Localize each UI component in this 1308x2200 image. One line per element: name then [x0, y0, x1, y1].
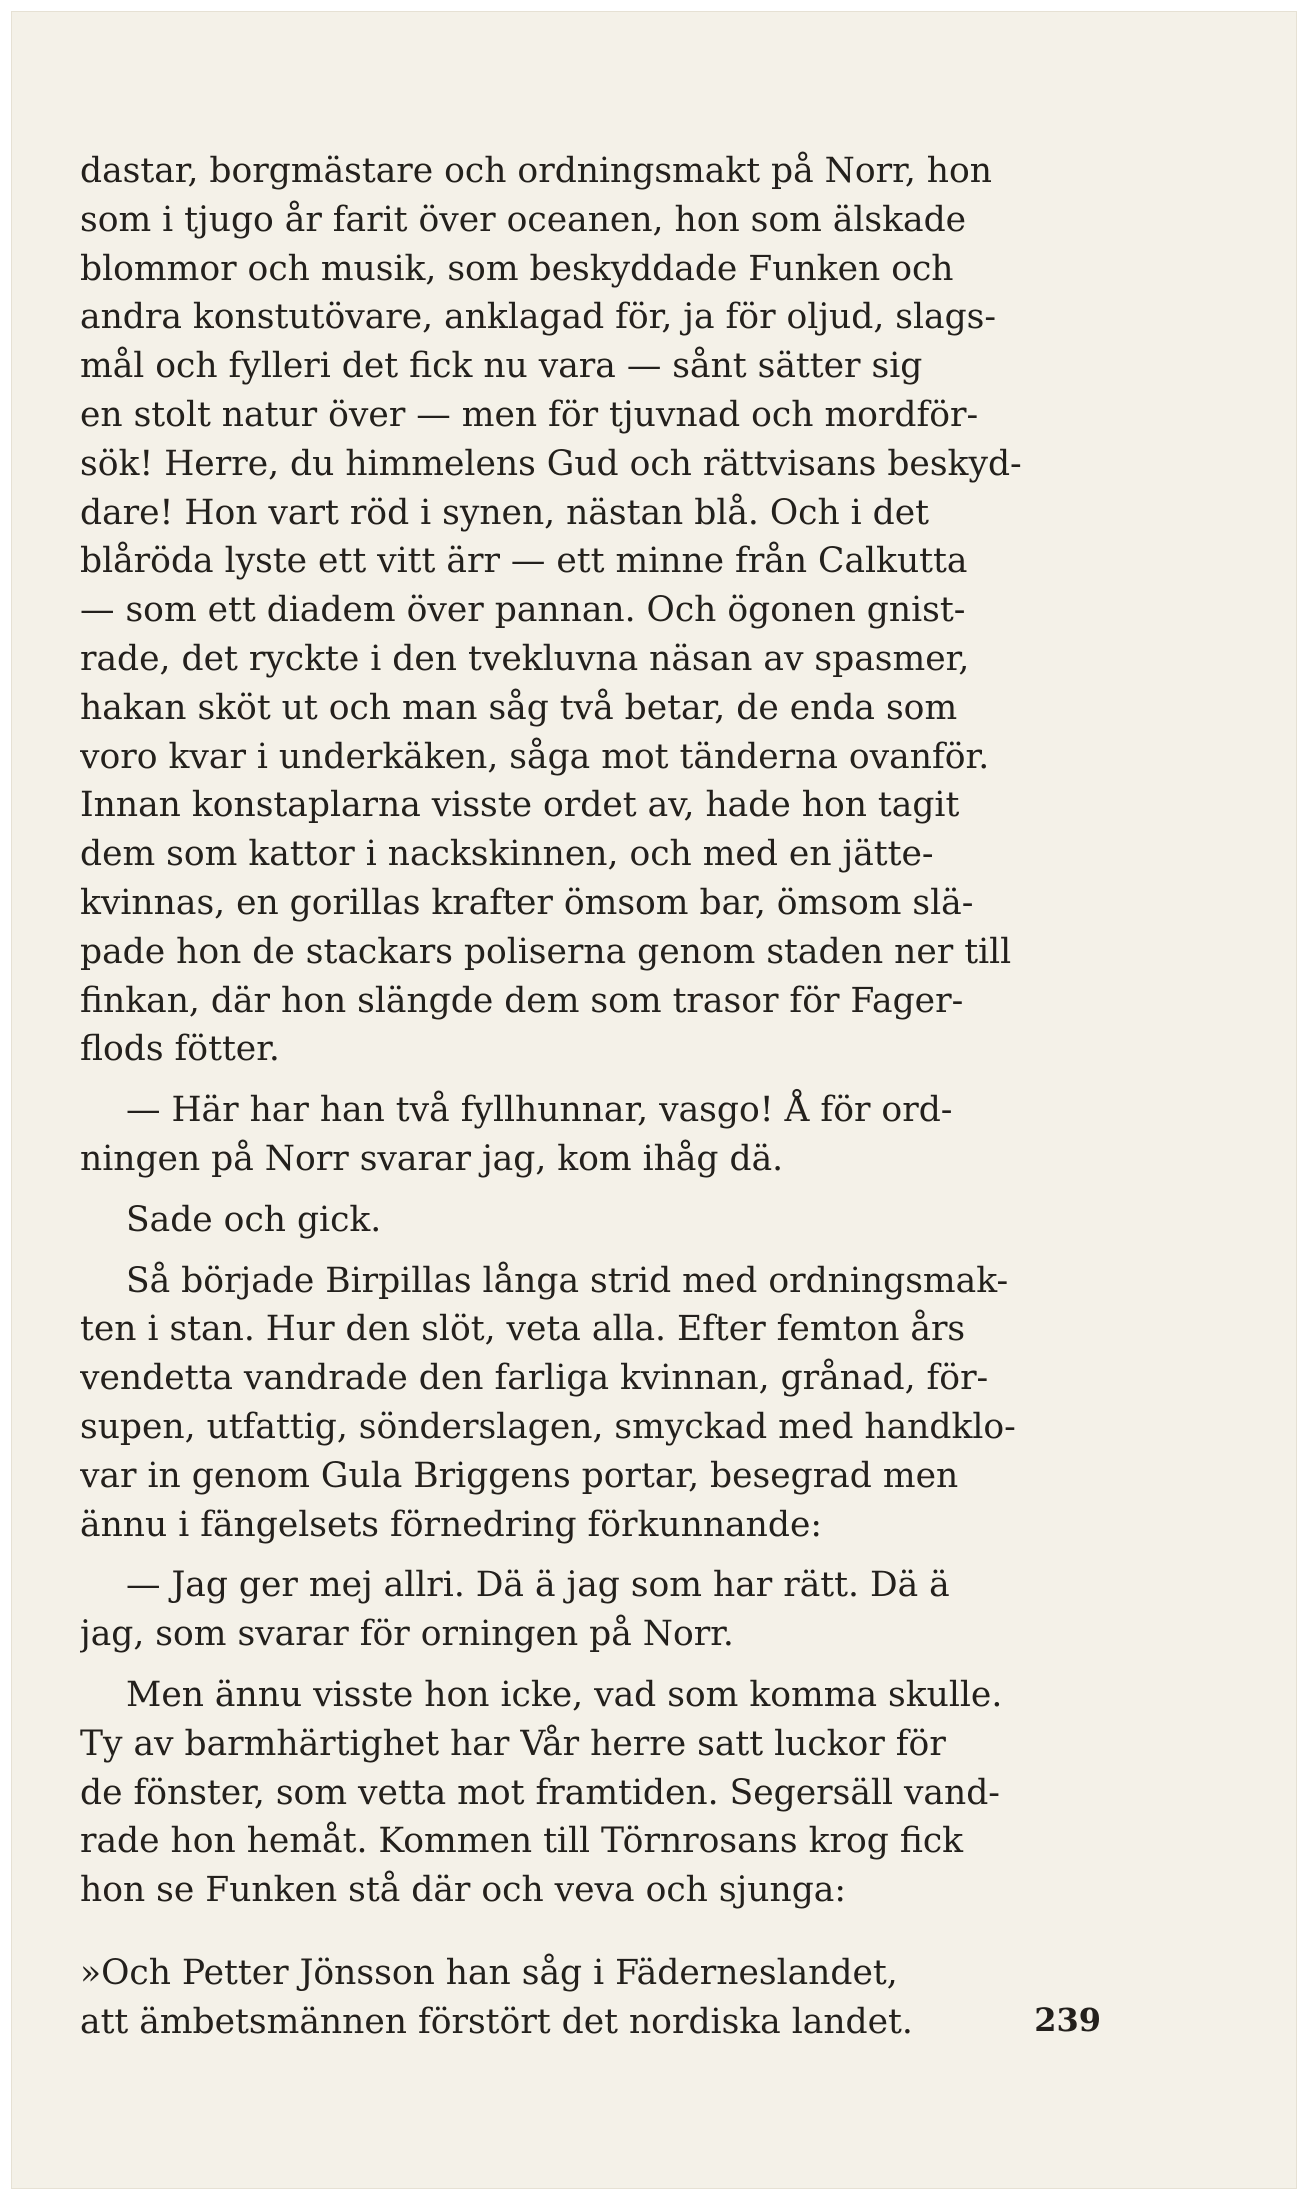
- body-text: [80, 147, 1150, 2046]
- paragraph-2: [80, 1086, 1150, 1184]
- text-line: blåröda lyste ett vitt ärr — ett minne från Calkutta: [80, 541, 968, 582]
- text-line: vendetta vandrade den farliga kvinnan, grånad, för-: [80, 1358, 989, 1399]
- text-line: — som ett diadem över pannan. Och ögonen gnist-: [80, 590, 966, 631]
- text-line: jag, som svarar för orningen på Norr.: [80, 1614, 734, 1655]
- text-line: — Jag ger mej allri. Dä ä jag som har rätt. Dä ä: [126, 1565, 950, 1606]
- text-line: som i tjugo år farit över oceanen, hon som älskade: [80, 199, 967, 240]
- verse-line: »Och Petter Jönsson han såg i Fäderneslandet,: [80, 1952, 898, 1993]
- text-line: dastar, borgmästare och ordningsmakt på Norr, hon: [80, 151, 992, 191]
- text-line: Så började Birpillas långa strid med ordningsmak-: [126, 1260, 1009, 1301]
- text-line: Innan konstaplarna visste ordet av, hade hon tagit: [80, 785, 960, 826]
- text-line: voro kvar i underkäken, såga mot tänderna ovanför.: [80, 736, 990, 777]
- paragraph-4: [80, 1257, 1150, 1550]
- text-line: Ty av barmhärtighet har Vår herre satt luckor för: [80, 1723, 946, 1764]
- text-line: kvinnas, en gorillas krafter ömsom bar, ömsom slä-: [80, 882, 974, 923]
- text-line: hakan sköt ut och man såg två betar, de enda som: [80, 687, 958, 728]
- text-line: — Här har han två fyllhunnar, vasgo! Å för ord-: [126, 1090, 953, 1131]
- text-line: Sade och gick.: [126, 1199, 382, 1240]
- text-line: dem som kattor i nackskinnen, och med en jätte-: [80, 834, 934, 875]
- text-line: mål och fylleri det fick nu vara — sånt sätter sig: [80, 346, 923, 387]
- text-line: pade hon de stackars poliserna genom staden ner till: [80, 931, 1012, 972]
- text-line: ningen på Norr svarar jag, kom ihåg dä.: [80, 1138, 784, 1179]
- text-line: de fönster, som vetta mot framtiden. Segersäll vand-: [80, 1772, 1000, 1813]
- text-line: dare! Hon vart röd i synen, nästan blå. Och i det: [80, 492, 930, 533]
- text-line: var in genom Gula Briggens portar, besegrad men: [80, 1455, 959, 1496]
- text-line: ännu i fängelsets förnedring förkunnande:: [80, 1504, 823, 1545]
- verse-quote: [80, 1949, 1150, 2047]
- text-line: ten i stan. Hur den slöt, veta alla. Efter femton års: [80, 1309, 966, 1350]
- text-line: supen, utfattig, sönderslagen, smyckad med handklo-: [80, 1406, 1016, 1447]
- text-line: en stolt natur över — men för tjuvnad och mordför-: [80, 394, 979, 435]
- text-line: hon se Funken stå där och veva och sjunga:: [80, 1870, 846, 1911]
- text-line: andra konstutövare, anklagad för, ja för oljud, slags-: [80, 297, 997, 338]
- page-number: 239: [1034, 2001, 1101, 2039]
- book-page: [12, 12, 1296, 2188]
- text-line: blommor och musik, som beskyddade Funken och: [80, 248, 954, 289]
- text-line: rade hon hemåt. Kommen till Törnrosans krog fick: [80, 1821, 964, 1862]
- paragraph-1: [80, 147, 1150, 1074]
- paragraph-6: [80, 1671, 1150, 1915]
- text-line: finkan, där hon slängde dem som trasor för Fager-: [80, 980, 964, 1021]
- text-line: flods fötter.: [80, 1029, 280, 1070]
- verse-line: att ämbetsmännen förstört det nordiska landet.: [80, 2001, 913, 2042]
- text-line: Men ännu visste hon icke, vad som komma skulle.: [126, 1674, 1003, 1715]
- paragraph-5: [80, 1561, 1150, 1659]
- paragraph-3: [80, 1196, 1150, 1245]
- text-line: sök! Herre, du himmelens Gud och rättvisans beskyd-: [80, 443, 1022, 484]
- text-line: rade, det ryckte i den tvekluvna näsan av spasmer,: [80, 638, 970, 679]
